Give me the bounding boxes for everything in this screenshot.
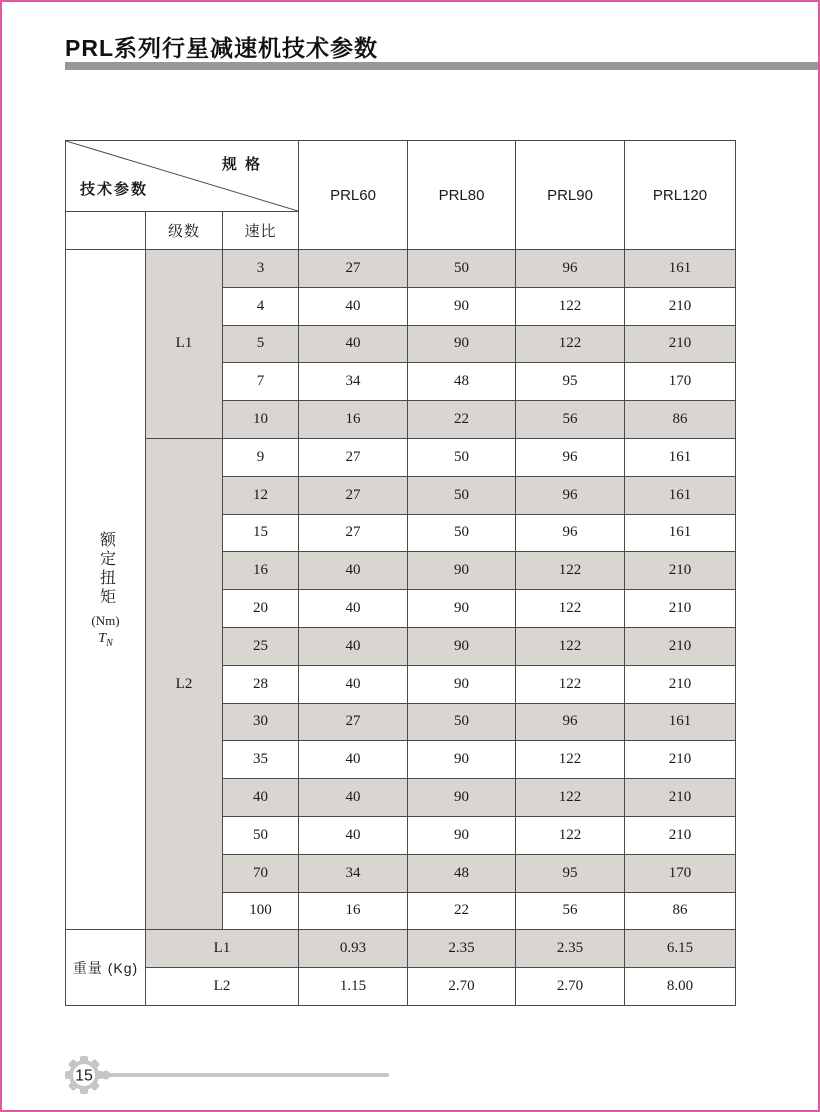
torque-value-cell: 122: [516, 552, 625, 590]
torque-value-cell: 96: [516, 703, 625, 741]
weight-stage-cell-l1: L1: [146, 930, 299, 968]
torque-value-cell: 27: [299, 703, 408, 741]
ratio-cell: 100: [223, 892, 299, 930]
torque-value-cell: 210: [625, 287, 736, 325]
ratio-cell: 7: [223, 363, 299, 401]
ratio-cell: 9: [223, 438, 299, 476]
sub-header-stage: 级数: [146, 212, 223, 250]
torque-value-cell: 210: [625, 816, 736, 854]
torque-value-cell: 210: [625, 325, 736, 363]
torque-value-cell: 210: [625, 627, 736, 665]
torque-value-cell: 50: [408, 250, 516, 288]
torque-value-cell: 22: [408, 401, 516, 439]
torque-value-cell: 170: [625, 854, 736, 892]
corner-label-spec: 规 格: [221, 156, 263, 173]
torque-value-cell: 161: [625, 476, 736, 514]
torque-value-cell: 96: [516, 250, 625, 288]
torque-value-cell: 210: [625, 665, 736, 703]
column-header-prl60: PRL60: [299, 141, 408, 250]
torque-value-cell: 50: [408, 514, 516, 552]
torque-value-cell: 90: [408, 665, 516, 703]
torque-value-cell: 86: [625, 401, 736, 439]
torque-value-cell: 40: [299, 287, 408, 325]
torque-value-cell: 90: [408, 741, 516, 779]
table-row: [66, 438, 736, 476]
torque-value-cell: 50: [408, 703, 516, 741]
torque-value-cell: 210: [625, 741, 736, 779]
torque-value-cell: 90: [408, 325, 516, 363]
torque-value-cell: 90: [408, 287, 516, 325]
torque-value-cell: 22: [408, 892, 516, 930]
footer-rule-line: [108, 1073, 389, 1077]
weight-value-cell: 8.00: [625, 968, 736, 1006]
torque-value-cell: 161: [625, 703, 736, 741]
torque-value-cell: 122: [516, 627, 625, 665]
torque-value-cell: 56: [516, 892, 625, 930]
corner-label-tech-params: 技术参数: [80, 181, 149, 198]
torque-value-cell: 16: [299, 401, 408, 439]
torque-value-cell: 161: [625, 514, 736, 552]
torque-value-cell: 40: [299, 779, 408, 817]
torque-value-cell: 96: [516, 438, 625, 476]
torque-value-cell: 210: [625, 552, 736, 590]
torque-value-cell: 122: [516, 287, 625, 325]
torque-value-cell: 27: [299, 476, 408, 514]
weight-value-cell: 2.70: [408, 968, 516, 1006]
ratio-cell: 30: [223, 703, 299, 741]
torque-value-cell: 27: [299, 438, 408, 476]
ratio-cell: 16: [223, 552, 299, 590]
torque-value-cell: 56: [516, 401, 625, 439]
weight-row: [66, 968, 736, 1006]
sub-header-ratio: 速比: [223, 212, 299, 250]
torque-value-cell: 161: [625, 438, 736, 476]
torque-value-cell: 86: [625, 892, 736, 930]
torque-value-cell: 90: [408, 627, 516, 665]
page-number: 15: [75, 1067, 93, 1085]
torque-value-cell: 161: [625, 250, 736, 288]
corner-header-cell: [66, 141, 299, 212]
weight-stage-cell-l2: L2: [146, 968, 299, 1006]
weight-label-cell: 重量 (Kg): [66, 930, 146, 1006]
spec-table: [65, 140, 736, 1006]
torque-value-cell: 210: [625, 779, 736, 817]
torque-value-cell: 40: [299, 590, 408, 628]
weight-value-cell: 6.15: [625, 930, 736, 968]
torque-value-cell: 50: [408, 438, 516, 476]
gear-icon: [65, 1056, 103, 1094]
torque-value-cell: 96: [516, 476, 625, 514]
stage-cell-l2: L2: [146, 438, 223, 929]
ratio-cell: 25: [223, 627, 299, 665]
column-header-prl90: PRL90: [516, 141, 625, 250]
torque-label-cell: [66, 250, 146, 930]
torque-value-cell: 122: [516, 816, 625, 854]
torque-value-cell: 96: [516, 514, 625, 552]
ratio-cell: 3: [223, 250, 299, 288]
page-title: PRL系列行星减速机技术参数: [65, 35, 378, 61]
torque-value-cell: 90: [408, 552, 516, 590]
torque-value-cell: 90: [408, 779, 516, 817]
torque-value-cell: 40: [299, 552, 408, 590]
weight-value-cell: 0.93: [299, 930, 408, 968]
torque-unit-label: (Nm): [91, 612, 120, 628]
torque-value-cell: 95: [516, 363, 625, 401]
torque-value-cell: 122: [516, 325, 625, 363]
torque-value-cell: 16: [299, 892, 408, 930]
torque-value-cell: 34: [299, 363, 408, 401]
torque-value-cell: 122: [516, 590, 625, 628]
torque-value-cell: 170: [625, 363, 736, 401]
column-header-prl120: PRL120: [625, 141, 736, 250]
torque-value-cell: 122: [516, 779, 625, 817]
torque-symbol-label: $T_N$: [98, 630, 113, 649]
ratio-cell: 70: [223, 854, 299, 892]
torque-value-cell: 48: [408, 854, 516, 892]
ratio-cell: 4: [223, 287, 299, 325]
weight-value-cell: 2.35: [408, 930, 516, 968]
torque-value-cell: 122: [516, 665, 625, 703]
ratio-cell: 15: [223, 514, 299, 552]
torque-value-cell: 40: [299, 325, 408, 363]
torque-value-cell: 40: [299, 627, 408, 665]
torque-value-cell: 90: [408, 590, 516, 628]
torque-vertical-label: 额定扭矩: [97, 530, 115, 607]
torque-value-cell: 27: [299, 250, 408, 288]
ratio-cell: 35: [223, 741, 299, 779]
torque-value-cell: 50: [408, 476, 516, 514]
weight-value-cell: 2.35: [516, 930, 625, 968]
torque-value-cell: 40: [299, 665, 408, 703]
weight-row: [66, 930, 736, 968]
torque-value-cell: 27: [299, 514, 408, 552]
table-row: [66, 250, 736, 288]
ratio-cell: 10: [223, 401, 299, 439]
weight-value-cell: 1.15: [299, 968, 408, 1006]
diagonal-divider: [66, 141, 298, 211]
empty-header-cell: [66, 212, 146, 250]
torque-value-cell: 34: [299, 854, 408, 892]
torque-value-cell: 210: [625, 590, 736, 628]
torque-value-cell: 90: [408, 816, 516, 854]
stage-cell-l1: L1: [146, 250, 223, 439]
ratio-cell: 50: [223, 816, 299, 854]
weight-value-cell: 2.70: [516, 968, 625, 1006]
ratio-cell: 40: [223, 779, 299, 817]
ratio-cell: 5: [223, 325, 299, 363]
footer-graphic: [57, 1048, 402, 1102]
title-underline-bar: [65, 62, 818, 70]
torque-value-cell: 40: [299, 816, 408, 854]
torque-value-cell: 122: [516, 741, 625, 779]
torque-value-cell: 40: [299, 741, 408, 779]
torque-value-cell: 95: [516, 854, 625, 892]
torque-value-cell: 48: [408, 363, 516, 401]
ratio-cell: 20: [223, 590, 299, 628]
column-header-prl80: PRL80: [408, 141, 516, 250]
ratio-cell: 28: [223, 665, 299, 703]
footer-decoration: [57, 1048, 402, 1107]
ratio-cell: 12: [223, 476, 299, 514]
